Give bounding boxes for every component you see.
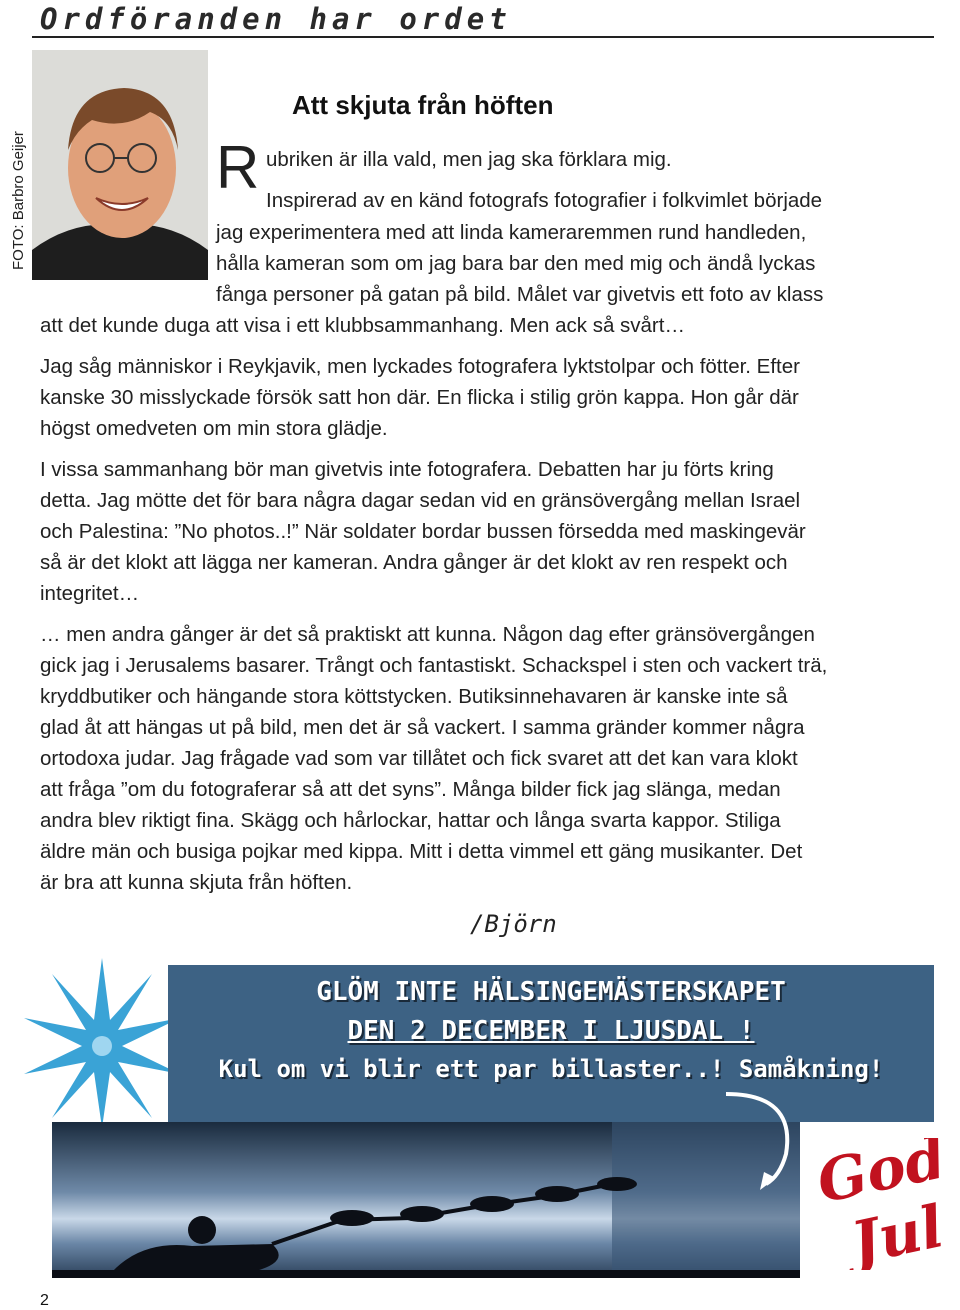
god-jul-logo <box>812 1138 952 1270</box>
article-line: att det kunde duga att visa i ett klubbsammanhang. Men ack så svårt… <box>40 314 685 337</box>
curved-arrow-icon <box>716 1084 816 1194</box>
article-line: jag experimentera med att linda kameraremmen rund handleden, <box>216 221 807 244</box>
photo-credit: FOTO: Barbro Geijer <box>10 131 27 270</box>
event-banner <box>168 965 934 1122</box>
banner-date: DEN 2 DECEMBER I LJUSDAL ! <box>347 1016 755 1046</box>
article-line: kanske 30 misslyckade försök satt hon där. En flicka i stilig grön kappa. Hon går där <box>40 386 799 409</box>
santa-sleigh-image <box>52 1122 800 1278</box>
article-line: ortodoxa judar. Jag frågade vad som var tillåtet och fick svaret att det kan vara klokt <box>40 747 798 770</box>
article-line: att fråga ”om du fotograferar så att det syns”. Många bilder fick jag slänga, medan <box>40 778 781 801</box>
signature: /Björn <box>470 910 557 938</box>
article-line: detta. Jag mötte det för bara några dagar sedan vid en gränsövergång mellan Israel <box>40 489 801 512</box>
article-line: är bra att kunna skjuta från höften. <box>40 871 353 894</box>
banner-headline: GLÖM INTE HÄLSINGEMÄSTERSKAPET <box>316 977 786 1007</box>
article-line: och Palestina: ”No photos..!” När soldater bordar bussen försedda med maskingevär <box>40 520 806 543</box>
article-line: Jag såg människor i Reykjavik, men lyckades fotografera lyktstolpar och fötter. Efter <box>40 355 800 378</box>
page-number: 2 <box>40 1292 49 1309</box>
article-line: så är det klokt att lägga ner kameran. Andra gånger är det klokt av ren respekt och <box>40 551 788 574</box>
drop-cap: R <box>216 134 260 201</box>
article-line: Inspirerad av en känd fotografs fotografier i folkvimlet började <box>266 189 823 212</box>
article-line: hålla kameran som om jag bara bar den med mig och ändå lyckas <box>216 252 816 275</box>
article-line: I vissa sammanhang bör man givetvis inte fotografera. Debatten har ju förts kring <box>40 458 774 481</box>
article-line: andra blev riktigt fina. Skägg och hårlockar, hattar och långa svarta kappor. Stiliga <box>40 809 781 832</box>
article-line: fånga personer på gatan på bild. Målet var givetvis ett foto av klass <box>216 283 824 306</box>
article-line: … men andra gånger är det så praktiskt att kunna. Någon dag efter gränsövergången <box>40 623 815 646</box>
article-line: kryddbutiker och hängande stora köttstycken. Butiksinnehavaren är kanske inte så <box>40 685 788 708</box>
svg-text:God: God <box>812 1138 952 1217</box>
star-ornament-icon <box>22 958 182 1128</box>
portrait-photo <box>32 50 208 280</box>
svg-text:Jul: Jul <box>845 1192 950 1270</box>
article-line: högst omedveten om min stora glädje. <box>40 417 388 440</box>
article-line: gick jag i Jerusalems basarer. Trångt och fantastiskt. Schackspel i sten och vackert trä, <box>40 654 828 677</box>
header-divider <box>32 36 934 38</box>
article-line: ubriken är illa vald, men jag ska förklara mig. <box>266 148 672 171</box>
page-header-title: Ordföranden har ordet <box>40 2 512 36</box>
article-line: äldre män och busiga pojkar med kippa. Mitt i detta vimmel ett gäng musikanter. Det <box>40 840 803 863</box>
article-line: integritet… <box>40 582 140 605</box>
article-title: Att skjuta från höften <box>292 90 554 120</box>
banner-carpool-note: Kul om vi blir ett par billaster..! Samåkning! <box>218 1055 884 1083</box>
article-line: glad åt att hängas ut på bild, men det är så vackert. I samma gränder kommer några <box>40 716 805 739</box>
